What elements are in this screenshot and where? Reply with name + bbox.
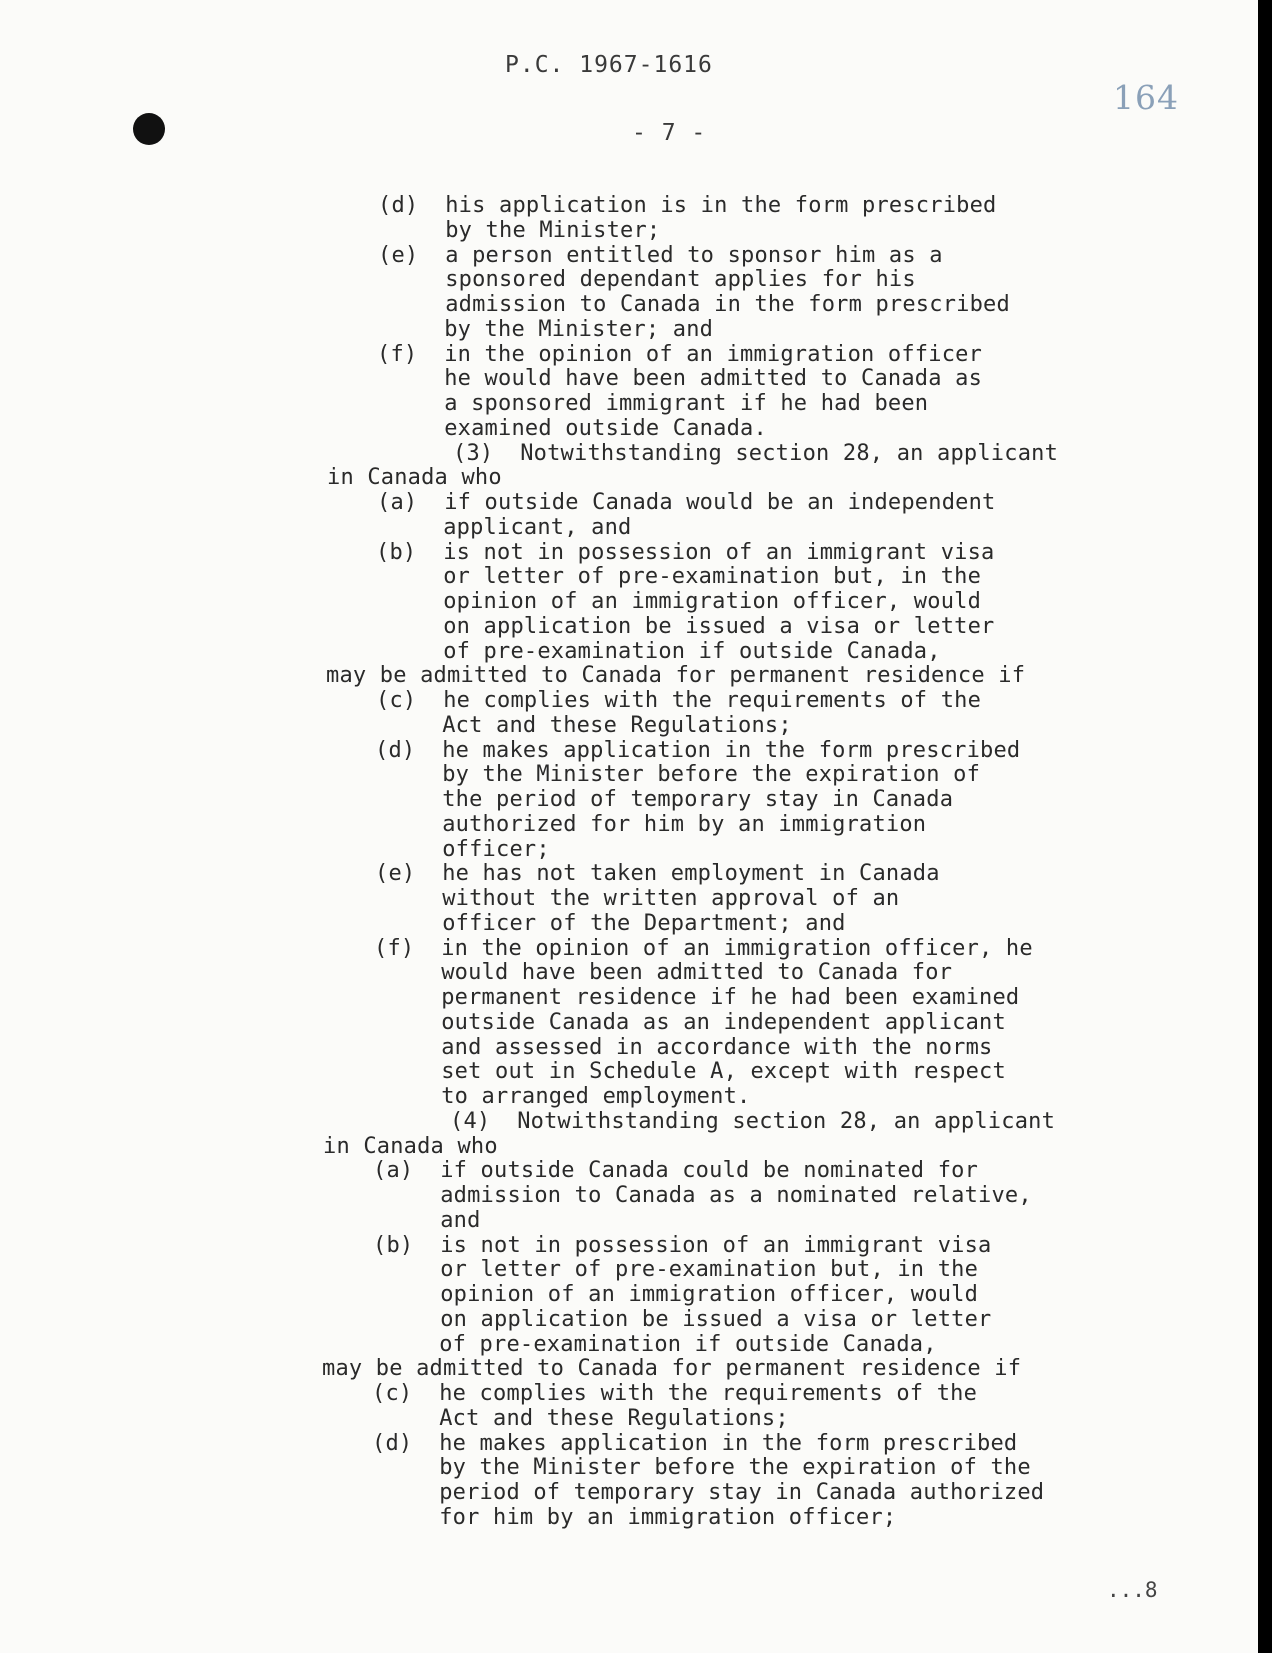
body-line: to arranged employment. <box>374 1084 751 1109</box>
body-line: admission to Canada as a nominated relative, <box>373 1183 1032 1208</box>
body-line: and assessed in accordance with the norms <box>374 1035 993 1060</box>
body-line: without the written approval of an <box>375 886 900 911</box>
body-line: (d) he makes application in the form prescribed <box>375 738 1021 763</box>
page-number: - 7 - <box>632 120 707 146</box>
body-line: authorized for him by an immigration <box>375 812 927 837</box>
body-line: permanent residence if he had been examined <box>374 985 1020 1010</box>
body-line: and <box>373 1208 481 1233</box>
body-line: (d) his application is in the form prescribed <box>378 193 997 218</box>
body-line: officer of the Department; and <box>375 911 846 936</box>
body-line: (e) he has not taken employment in Canada <box>375 861 940 886</box>
body-line: sponsored dependant applies for his <box>378 267 916 292</box>
body-line: period of temporary stay in Canada authorized <box>372 1480 1045 1505</box>
body-line: by the Minister before the expiration of the <box>372 1455 1031 1480</box>
body-line: (b) is not in possession of an immigrant visa <box>376 540 995 565</box>
body-line: would have been admitted to Canada for <box>374 960 953 985</box>
body-line: set out in Schedule A, except with respect <box>374 1059 1006 1084</box>
body-line: officer; <box>375 837 550 862</box>
body-line: opinion of an immigration officer, would <box>373 1282 979 1307</box>
body-line: by the Minister before the expiration of <box>375 762 981 787</box>
body-line: Act and these Regulations; <box>372 1406 789 1431</box>
body-line: applicant, and <box>376 515 632 540</box>
body-line: Act and these Regulations; <box>375 713 792 738</box>
body-line: of pre-examination if outside Canada, <box>376 639 941 664</box>
body-line: (c) he complies with the requirements of the <box>372 1381 978 1406</box>
body-line: (f) in the opinion of an immigration officer, he <box>374 936 1033 961</box>
continuation-marker: ...8 <box>1107 1578 1158 1602</box>
body-line: (e) a person entitled to sponsor him as a <box>378 243 943 268</box>
stamp-number: 164 <box>1113 78 1179 117</box>
body-line: (a) if outside Canada could be nominated for <box>373 1158 979 1183</box>
body-line: (b) is not in possession of an immigrant visa <box>373 1233 992 1258</box>
body-line: outside Canada as an independent applicant <box>374 1010 1006 1035</box>
body-line: for him by an immigration officer; <box>372 1505 897 1530</box>
document-code: P.C. 1967-1616 <box>505 52 713 78</box>
punch-hole-mark <box>133 113 165 145</box>
body-line: opinion of an immigration officer, would <box>376 589 982 614</box>
body-line: admission to Canada in the form prescribed <box>378 292 1010 317</box>
body-line: of pre-examination if outside Canada, <box>372 1332 937 1357</box>
body-line: on application be issued a visa or letter <box>373 1307 992 1332</box>
body-line: may be admitted to Canada for permanent residence if <box>322 1356 1022 1381</box>
body-line: in Canada who <box>323 1134 498 1159</box>
body-line: or letter of pre-examination but, in the <box>373 1257 979 1282</box>
body-line: may be admitted to Canada for permanent residence if <box>326 663 1026 688</box>
body-line: (d) he makes application in the form prescribed <box>372 1431 1018 1456</box>
body-line: (a) if outside Canada would be an independent <box>377 490 996 515</box>
body-line: (f) in the opinion of an immigration officer <box>377 342 983 367</box>
body-line: the period of temporary stay in Canada <box>375 787 954 812</box>
body-line: (4) Notwithstanding section 28, an applicant <box>450 1109 1056 1134</box>
body-line: a sponsored immigrant if he had been <box>377 391 929 416</box>
body-line: on application be issued a visa or letter <box>376 614 995 639</box>
body-line: by the Minister; and <box>377 317 714 342</box>
body-line: or letter of pre-examination but, in the <box>376 564 982 589</box>
body-line: (c) he complies with the requirements of the <box>376 688 982 713</box>
body-line: by the Minister; <box>378 218 661 243</box>
body-line: examined outside Canada. <box>377 416 767 441</box>
body-line: (3) Notwithstanding section 28, an applicant <box>453 441 1059 466</box>
body-line: he would have been admitted to Canada as <box>377 366 983 391</box>
body-line: in Canada who <box>327 465 502 490</box>
